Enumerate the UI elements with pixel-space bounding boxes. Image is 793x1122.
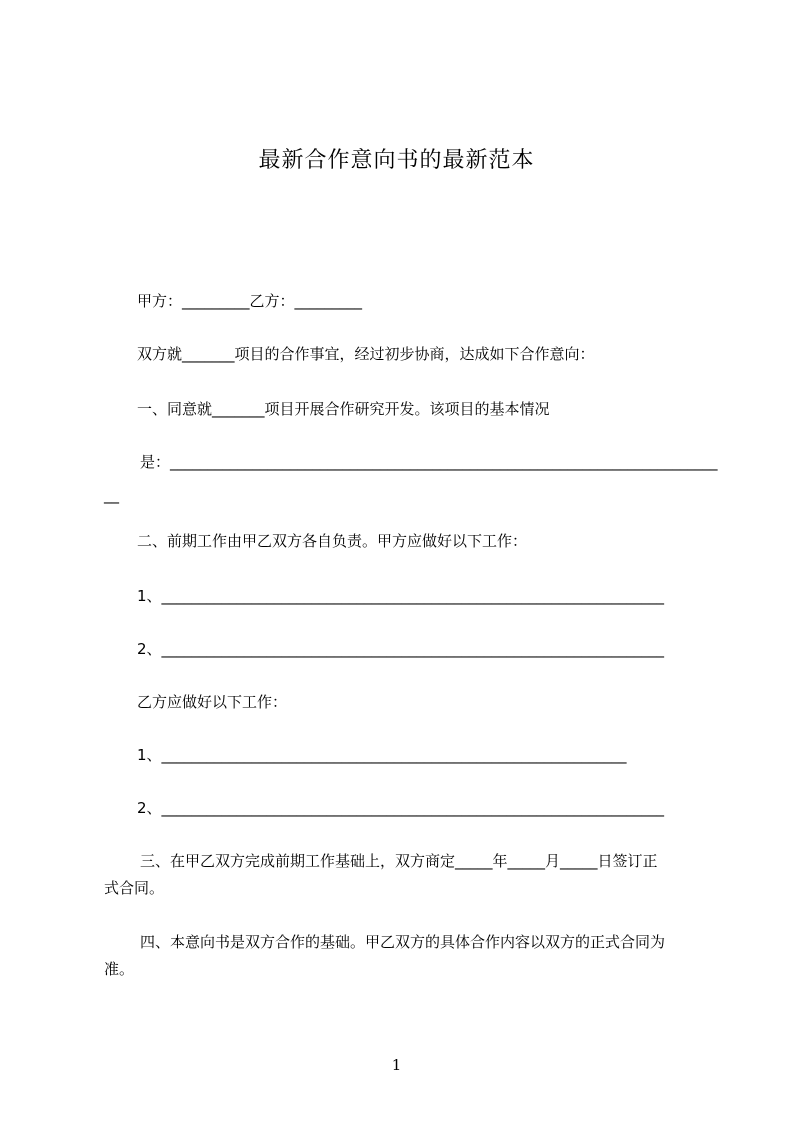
clause-4-line-1: 四、本意向书是双方合作的基础。甲乙双方的具体合作内容以双方的正式合同为 xyxy=(140,933,666,951)
party-b-item-2: 2、___________________________________________________________________ xyxy=(137,799,665,817)
document-title: 最新合作意向书的最新范本 xyxy=(258,148,535,173)
clause-2-heading: 二、前期工作由甲乙双方各自负责。甲方应做好以下工作： xyxy=(137,532,528,550)
clause-3-line-1: 三、在甲乙双方完成前期工作基础上，双方商定_____年_____月_____日签订正 xyxy=(140,852,658,870)
intro-line: 双方就_______项目的合作事宜，经过初步协商，达成如下合作意向： xyxy=(137,345,595,363)
clause-1-line-2: 是：_________________________________________________________________________ xyxy=(140,453,718,471)
parties-line: 甲方：_________乙方：_________ xyxy=(137,292,363,310)
party-b-item-1: 1、______________________________________________________________ xyxy=(137,746,627,764)
clause-1-line-3: __ xyxy=(104,486,119,504)
party-b-heading: 乙方应做好以下工作： xyxy=(137,693,288,711)
clause-4-line-2: 准。 xyxy=(104,960,135,978)
clause-3-line-2: 式合同。 xyxy=(104,879,165,897)
party-a-item-2: 2、___________________________________________________________________ xyxy=(137,640,665,658)
party-a-item-1: 1、___________________________________________________________________ xyxy=(137,587,665,605)
page-number: 1 xyxy=(391,1056,402,1074)
clause-1-line-1: 一、同意就_______项目开展合作研究开发。该项目的基本情况 xyxy=(137,400,550,418)
